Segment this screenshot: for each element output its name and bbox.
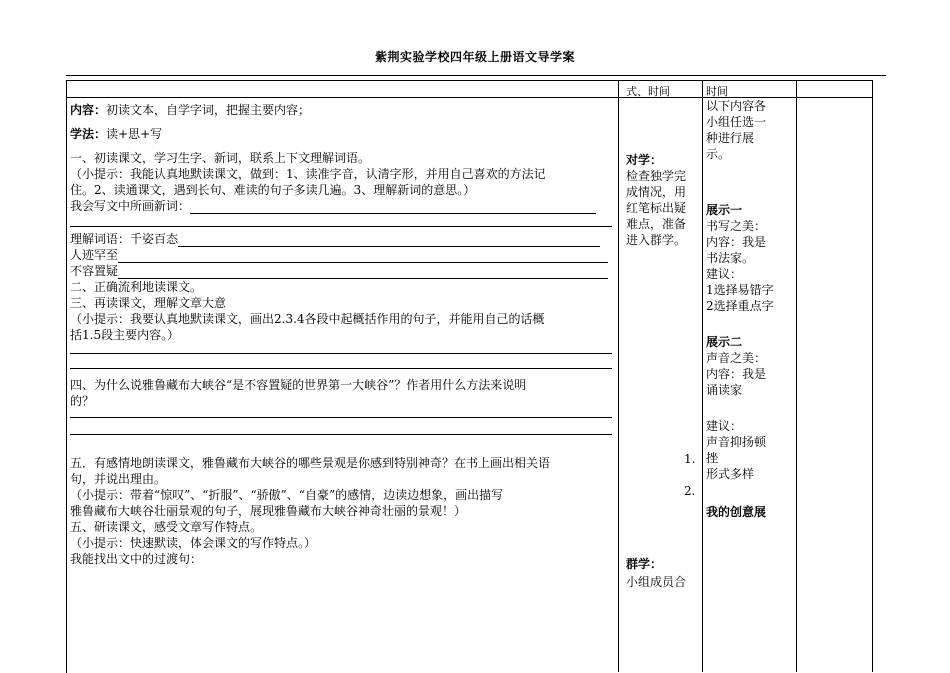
show-2-text: 诵读家 xyxy=(706,383,743,397)
list-number-1: 1. xyxy=(684,452,696,466)
show-1-text: 书法家。 xyxy=(706,251,755,265)
presentation-column xyxy=(706,98,792,520)
section-5-line-2: 句，并说出理由。 xyxy=(70,472,167,486)
section-6-title: 五、研读课文，感受文章写作特点。 xyxy=(70,520,263,534)
presentation-intro: 示。 xyxy=(706,147,731,161)
show-2-text: 挫 xyxy=(706,451,719,465)
show-2-text: 声音之美： xyxy=(706,351,767,365)
section-5-line-1: 五．有感情地朗读课文，雅鲁藏布大峡谷的哪些景观是你感到特别神奇？在书上画出相关语 xyxy=(70,456,551,470)
section-4-line-2: 的？ xyxy=(70,394,95,408)
section-3-title: 三、再读课文，理解文章大意 xyxy=(70,296,227,310)
group-study-block xyxy=(626,556,698,590)
show-1-text: 书写之美： xyxy=(706,219,767,233)
list-number-2: 2. xyxy=(684,484,696,498)
pair-study-text: 成情况，用 xyxy=(626,185,687,199)
column-divider-3 xyxy=(796,80,797,672)
pair-study-text: 难点，准备 xyxy=(626,217,687,231)
section-3-tip-line-2: 括1.5段主要内容。） xyxy=(70,328,180,342)
presentation-intro: 小组任选一 xyxy=(706,115,767,129)
show-2-text: 内容：我是 xyxy=(706,367,767,381)
section-4-line-1: 四、为什么说雅鲁藏布大峡谷“是不容置疑的世界第一大峡谷”？作者用什么方法来说明 xyxy=(70,378,527,392)
presentation-intro: 种进行展 xyxy=(706,131,755,145)
understand-word-1: 理解词语：千姿百态 xyxy=(70,232,179,246)
creative-show-label: 我的创意展 xyxy=(706,505,767,519)
understand-word-2: 人迹罕至 xyxy=(70,248,119,262)
section-6-tip: （小提示：快速默读，体会课文的写作特点。） xyxy=(70,536,317,550)
column-divider-2 xyxy=(702,80,703,672)
method-text: 读+思+写 xyxy=(106,127,163,141)
pair-study-column xyxy=(626,98,698,248)
show-1-text: 内容：我是 xyxy=(706,235,767,249)
understand-line-1[interactable] xyxy=(178,234,600,247)
content-text: 初读文本，自学字词，把握主要内容； xyxy=(106,103,311,117)
column-divider-1 xyxy=(618,80,619,672)
section-6-find: 我能找出文中的过渡句： xyxy=(70,552,203,566)
show-2-text: 形式多样 xyxy=(706,467,755,481)
understand-line-2[interactable] xyxy=(118,250,608,263)
section-2-title: 二、正确流利地读课文。 xyxy=(70,280,203,294)
method-label: 学法： xyxy=(70,127,107,141)
show-2-text: 声音抑扬顿 xyxy=(706,435,767,449)
show-2-label: 展示二 xyxy=(706,335,743,349)
pair-study-label: 对学： xyxy=(626,153,663,167)
section-5-tip-line-1: （小提示：带着“惊叹”、“折服”、“骄傲”、“自豪”的感情，边读边想象，画出描写 xyxy=(70,488,504,502)
top-rule xyxy=(66,75,886,76)
section-5-tip-line-2: 雅鲁藏布大峡谷壮丽景观的句子，展现雅鲁藏布大峡谷神奇壮丽的景观！） xyxy=(70,504,467,518)
understand-line-3[interactable] xyxy=(118,266,608,279)
understand-word-3: 不容置疑 xyxy=(70,264,119,278)
show-2-text: 建议： xyxy=(706,419,743,433)
group-study-text: 小组成员合 xyxy=(626,575,687,589)
section-1-tip-line-2: 住。2、读通课文，遇到长句、难读的句子多读几遍。3、理解新词的意思。） xyxy=(70,183,476,197)
section-1-title: 一、初读课文，学习生字、新词，联系上下文理解词语。 xyxy=(70,151,371,165)
show-1-text: 1选择易错字 xyxy=(706,283,774,297)
show-1-text: 2选择重点字 xyxy=(706,299,774,313)
main-content-column xyxy=(70,98,616,567)
write-words-label: 我会写文中所画新词： xyxy=(70,199,191,213)
column-divider-4 xyxy=(872,80,873,672)
document-title: 紫荆实验学校四年级上册语文导学案 xyxy=(374,50,575,64)
write-words-line[interactable] xyxy=(190,201,596,214)
show-1-text: 建议： xyxy=(706,267,743,281)
content-label: 内容： xyxy=(70,103,107,117)
pair-study-text: 检查独学完 xyxy=(626,169,687,183)
group-study-label: 群学： xyxy=(626,557,663,571)
header-cell-3: 时间 xyxy=(706,85,728,98)
pair-study-text: 进入群学。 xyxy=(626,233,687,247)
presentation-intro: 以下内容各 xyxy=(706,99,767,113)
show-1-label: 展示一 xyxy=(706,203,743,217)
pair-study-text: 红笔标出疑 xyxy=(626,201,687,215)
section-1-tip-line-1: （小提示：我能认真地默读课文，做到：1、读准字音，认清字形，并用自己喜欢的方法记 xyxy=(70,167,546,181)
section-3-tip-line-1: （小提示：我要认真地默读课文，画出2.3.4各段中起概括作用的句子，并能用自己的话概 xyxy=(70,312,545,326)
header-cell-2: 式、时间 xyxy=(626,85,670,98)
